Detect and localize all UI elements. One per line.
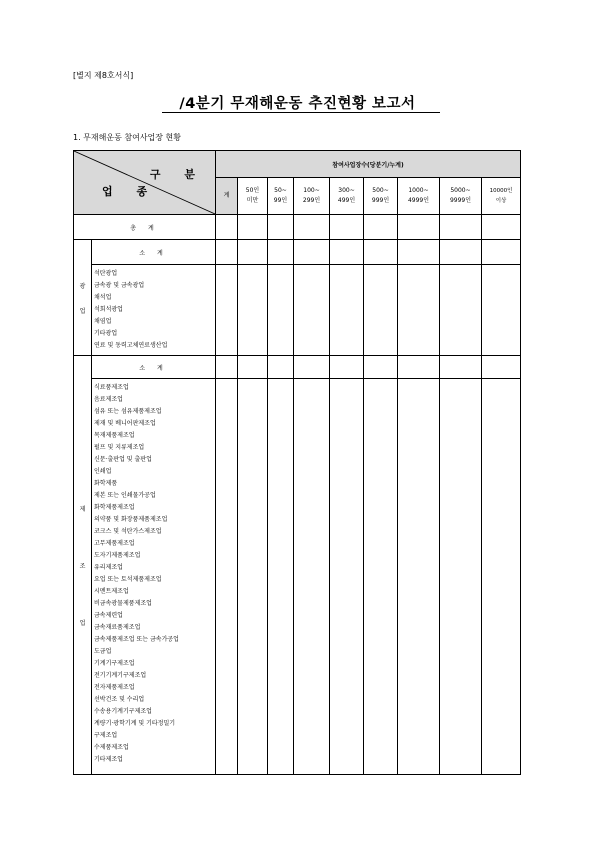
list-item: 화학제품 — [94, 480, 118, 487]
category-char: 업 — [79, 619, 86, 627]
data-cell — [294, 356, 330, 379]
band-10000-plus: 10000인 이상 — [482, 178, 521, 215]
mining-items-list — [92, 265, 216, 356]
list-item: 시멘트제조업 — [94, 588, 129, 595]
band-under-50: 50인 미만 — [238, 178, 268, 215]
data-cell — [238, 215, 268, 240]
list-item: 화학제품제조업 — [94, 504, 135, 511]
title-underline — [162, 112, 440, 113]
data-cell — [398, 356, 440, 379]
data-cell — [238, 379, 268, 775]
data-cell — [330, 215, 364, 240]
data-cell — [238, 240, 268, 265]
manufacturing-subtotal-label: 소 계 — [92, 356, 216, 379]
data-cell — [440, 265, 482, 356]
list-item: 목재제품제조업 — [94, 432, 135, 439]
data-cell — [268, 215, 294, 240]
header-gubun: 구 분 — [149, 168, 205, 181]
category-char: 조 — [79, 562, 86, 570]
list-item: 고무제품제조업 — [94, 540, 135, 547]
list-item: 기계기구제조업 — [94, 660, 135, 667]
data-cell — [216, 215, 238, 240]
data-cell — [364, 215, 398, 240]
data-cell — [482, 379, 521, 775]
manufacturing-category-cell — [74, 356, 92, 775]
data-cell — [294, 240, 330, 265]
list-item: 펄프 및 지류제조업 — [94, 444, 145, 451]
list-item: 구제조업 — [94, 732, 118, 739]
data-cell — [268, 265, 294, 356]
manufacturing-subtotal-row — [74, 356, 521, 379]
total-label: 총 계 — [74, 215, 216, 240]
data-cell — [268, 356, 294, 379]
list-item: 수송용기계기구제조업 — [94, 708, 152, 715]
band-100-299: 100~ 299인 — [294, 178, 330, 215]
list-item: 기타제조업 — [94, 756, 123, 763]
list-item: 신문·출판업 및 출판업 — [94, 456, 152, 463]
list-item: 연료 및 동력고체연료생산업 — [94, 342, 168, 349]
manufacturing-items-row — [74, 379, 521, 775]
list-item: 계량기·광학기계 및 기타정밀기 — [94, 720, 176, 727]
list-item: 식료품제조업 — [94, 384, 129, 391]
band-5000-9999: 5000~ 9999인 — [440, 178, 482, 215]
band-50-99: 50~ 99인 — [268, 178, 294, 215]
list-item: 석회석광업 — [94, 306, 123, 313]
document-title: /4분기 무재해운동 추진현황 보고서 — [179, 96, 416, 112]
list-item: 인쇄업 — [94, 468, 112, 475]
data-cell — [398, 240, 440, 265]
data-cell — [398, 379, 440, 775]
data-cell — [398, 265, 440, 356]
data-cell — [216, 240, 238, 265]
mining-category-cell — [74, 240, 92, 356]
list-item: 의약품 및 화장품제품제조업 — [94, 516, 168, 523]
list-item: 금속재료품제조업 — [94, 624, 141, 631]
list-item: 도금업 — [94, 648, 112, 655]
data-cell — [268, 240, 294, 265]
section-label: 1. 무재해운동 참여사업장 현황 — [73, 133, 181, 142]
data-cell — [238, 356, 268, 379]
list-item: 석탄광업 — [94, 270, 118, 277]
list-item: 요업 또는 토석제품제조업 — [94, 576, 162, 583]
manufacturing-items-list — [92, 379, 216, 775]
list-item: 코크스 및 석탄가스제조업 — [94, 528, 162, 535]
data-cell — [330, 356, 364, 379]
data-cell — [330, 240, 364, 265]
form-label: [별지 제8호서식] — [73, 71, 134, 80]
list-item: 제본 또는 인쇄물가공업 — [94, 492, 156, 499]
participation-table — [73, 150, 521, 775]
data-cell — [364, 240, 398, 265]
band-1000-4999: 1000~ 4999인 — [398, 178, 440, 215]
data-cell — [440, 240, 482, 265]
category-char: 업 — [79, 307, 86, 315]
list-item: 기타광업 — [94, 330, 118, 337]
data-cell — [482, 356, 521, 379]
data-cell — [440, 356, 482, 379]
data-cell — [294, 379, 330, 775]
category-char: 제 — [79, 505, 86, 513]
list-item: 제재 및 베니어판제조업 — [94, 420, 156, 427]
list-item: 전기기계기구제조업 — [94, 672, 147, 679]
data-cell — [364, 356, 398, 379]
list-item: 전자제품제조업 — [94, 684, 135, 691]
data-cell — [364, 379, 398, 775]
data-cell — [330, 379, 364, 775]
list-item: 선박건조 및 수리업 — [94, 696, 145, 703]
list-item: 섬유 또는 섬유제품제조업 — [94, 408, 162, 415]
category-char: 광 — [79, 282, 86, 290]
data-cell — [216, 379, 238, 775]
data-cell — [330, 265, 364, 356]
list-item: 채석업 — [94, 294, 112, 301]
header-group-title: 참여사업장수(당분기/누계) — [216, 151, 521, 178]
data-cell — [440, 215, 482, 240]
mining-subtotal-row — [74, 240, 521, 265]
data-cell — [482, 265, 521, 356]
list-item: 채염업 — [94, 318, 112, 325]
list-item: 금속광 및 금속광업 — [94, 282, 145, 289]
header-corner-cell — [74, 151, 216, 215]
list-item: 금속제련업 — [94, 612, 123, 619]
data-cell — [216, 356, 238, 379]
list-item: 도자기제품제조업 — [94, 552, 141, 559]
data-cell — [398, 215, 440, 240]
data-cell — [440, 379, 482, 775]
data-cell — [482, 215, 521, 240]
mining-items-row — [74, 265, 521, 356]
list-item: 수제품제조업 — [94, 744, 129, 751]
band-total: 계 — [216, 178, 238, 215]
data-cell — [268, 379, 294, 775]
data-cell — [294, 215, 330, 240]
data-cell — [238, 265, 268, 356]
list-item: 유리제조업 — [94, 564, 123, 571]
data-cell — [364, 265, 398, 356]
band-500-999: 500~ 999인 — [364, 178, 398, 215]
data-cell — [216, 265, 238, 356]
header-upjong: 업 종 — [102, 185, 158, 198]
mining-subtotal-label: 소 계 — [92, 240, 216, 265]
band-300-499: 300~ 499인 — [330, 178, 364, 215]
data-cell — [482, 240, 521, 265]
list-item: 음료제조업 — [94, 396, 123, 403]
header-row-1 — [74, 151, 521, 178]
list-item: 금속제품제조업 또는 금속가공업 — [94, 636, 179, 643]
list-item: 비금속광물제품제조업 — [94, 600, 152, 607]
data-cell — [294, 265, 330, 356]
total-row — [74, 215, 521, 240]
